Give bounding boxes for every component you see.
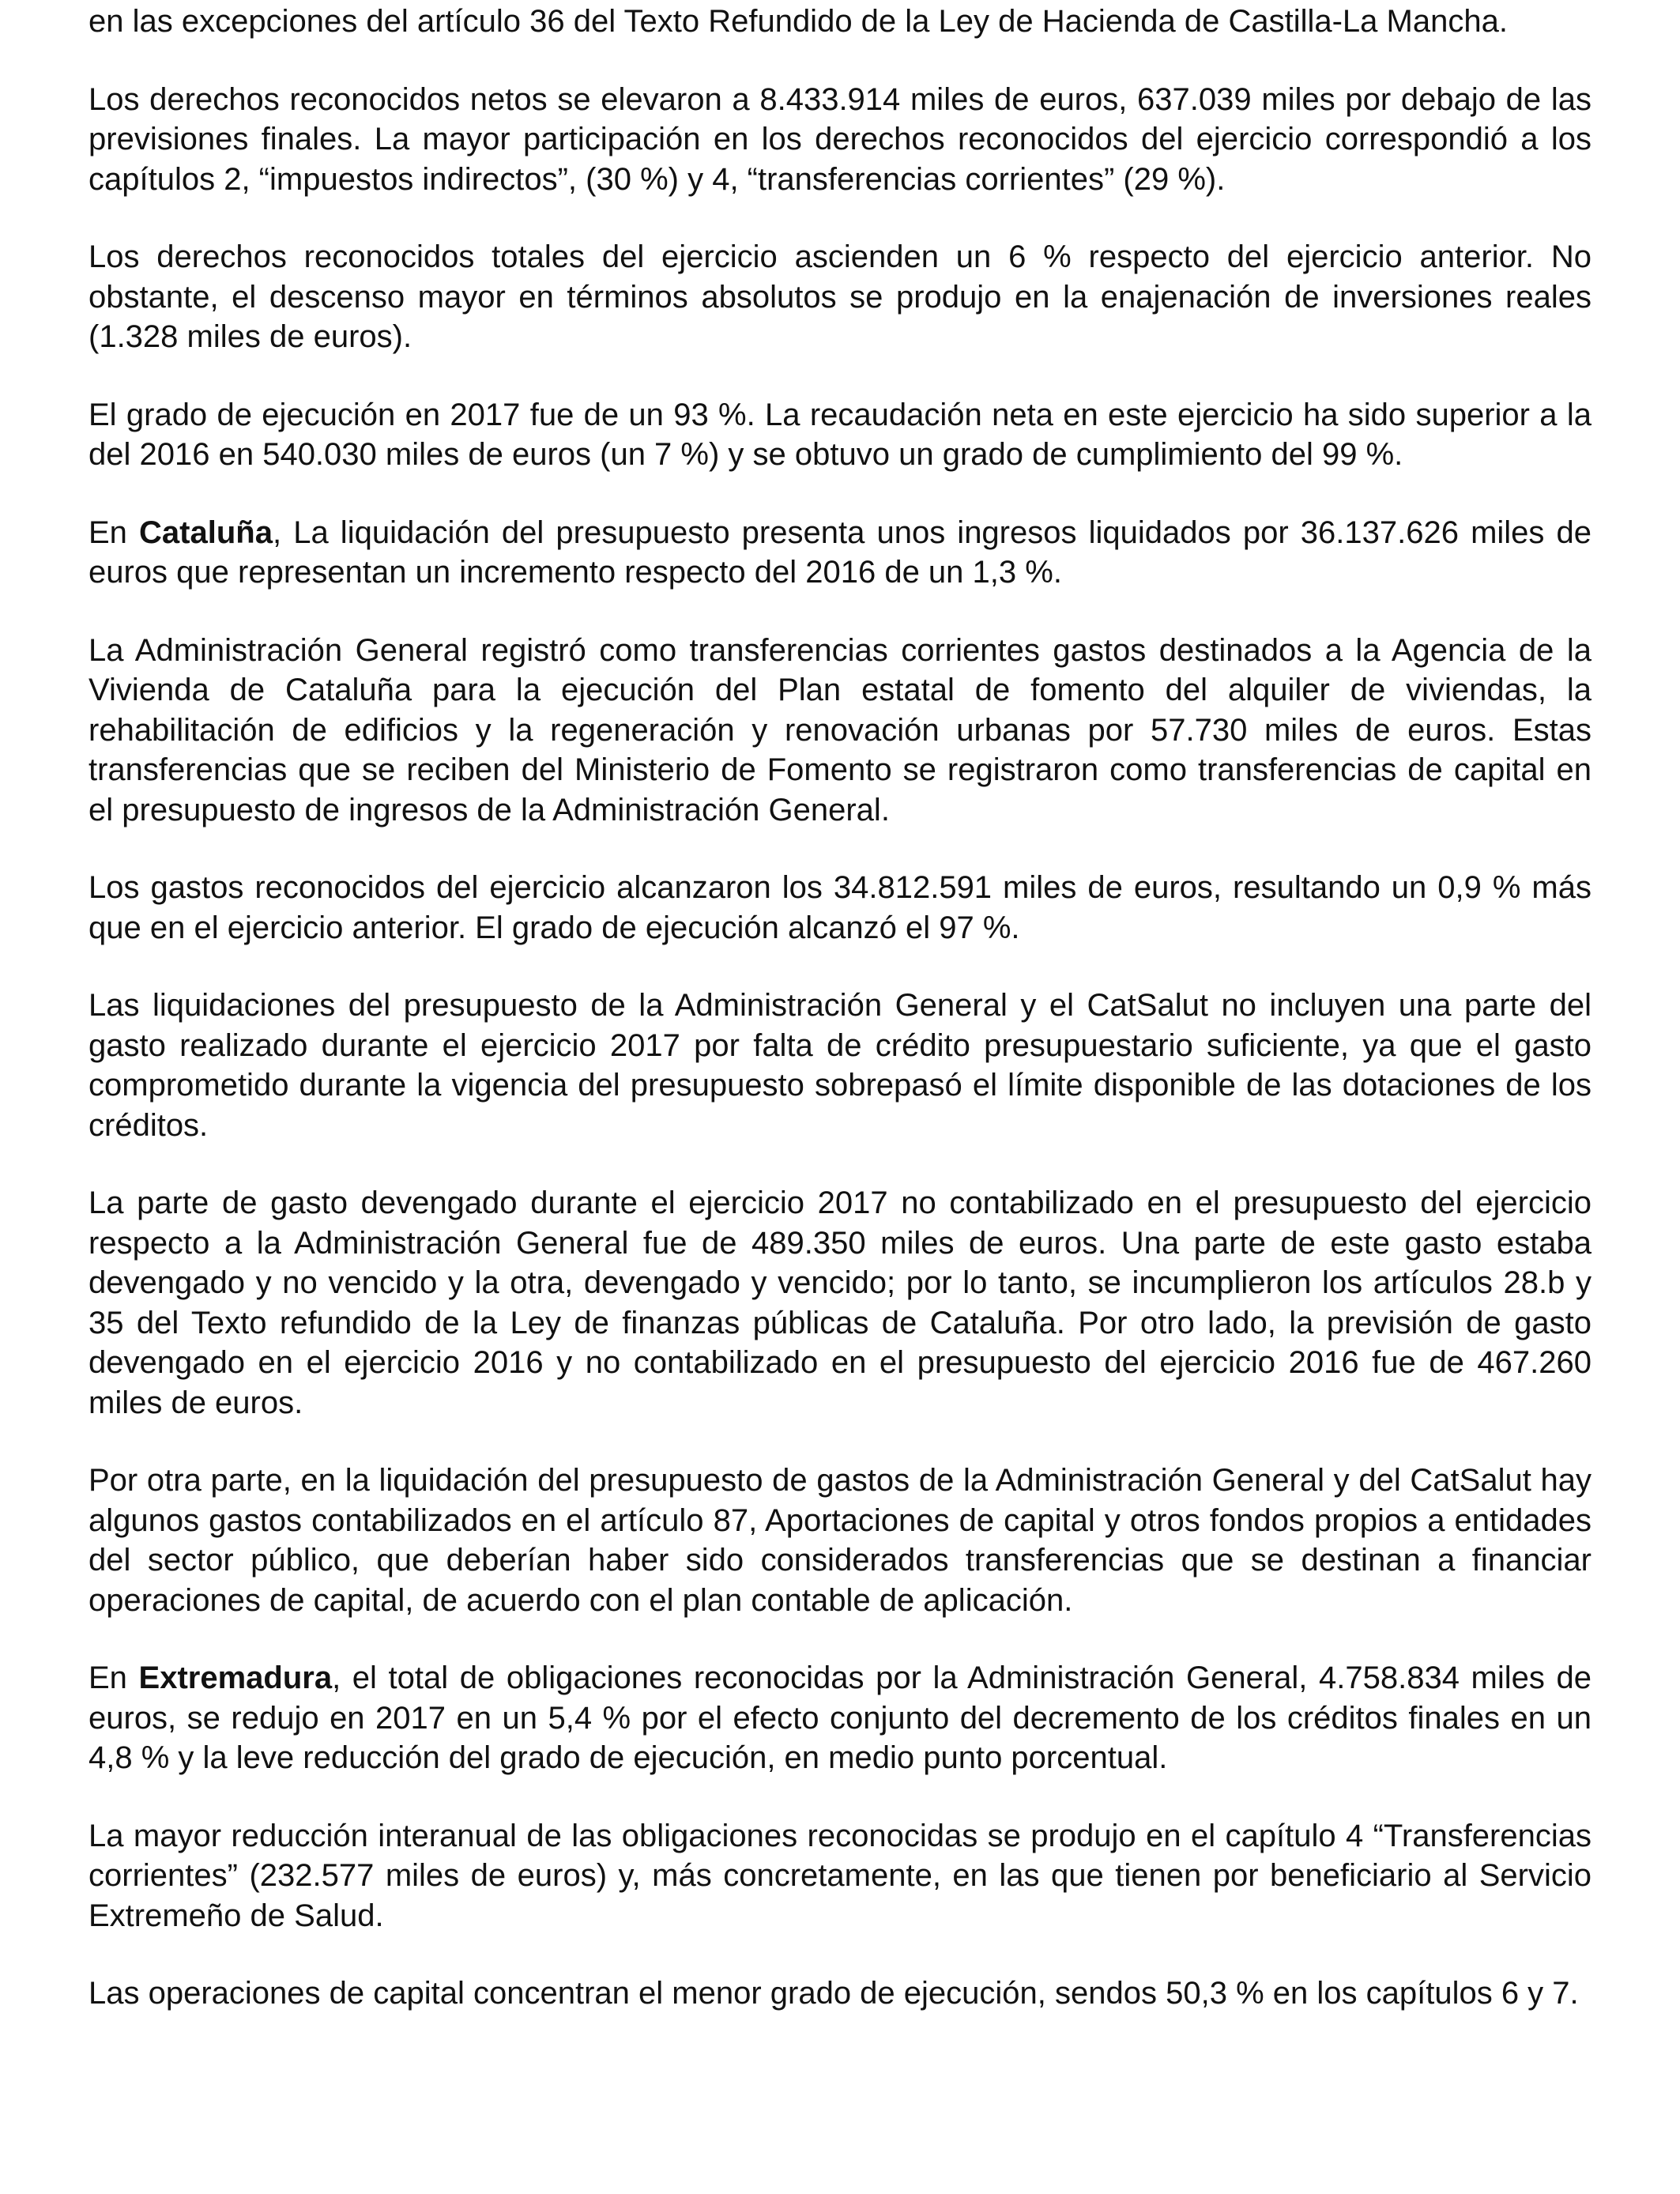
paragraph-cataluna-intro xyxy=(89,513,1591,593)
paragraph-text: Los derechos reconocidos totales del ejercicio ascienden un 6 % respecto del ejercicio anterior. No obstante, el descenso mayor en términos absolutos se produjo en la enajenación de inversiones reales (1.328 miles de euros). xyxy=(89,239,1591,354)
paragraph-articulo-87 xyxy=(89,1461,1591,1620)
paragraph-derechos-netos xyxy=(89,80,1591,200)
paragraph-gastos-reconocidos xyxy=(89,868,1591,948)
paragraph-catsalut-liquidaciones xyxy=(89,986,1591,1145)
region-name-cataluna: Cataluña xyxy=(139,515,273,550)
document-page xyxy=(89,2,1591,2014)
paragraph-lead: En xyxy=(89,1661,139,1695)
region-name-extremadura: Extremadura xyxy=(138,1661,333,1695)
paragraph-text: La Administración General registró como transferencias corrientes gastos destinados a la Agencia de la Vivienda de Cataluña para la ejecución del Plan estatal de fomento del alquiler de viviendas, la rehabilitación de edificios y la regeneración y renovación urbanas por 57.730 miles de euros. Estas transferencias que se reciben del Ministerio de Fomento se registraron como transferencias de capital en el presupuesto de ingresos de la Administración General. xyxy=(89,632,1591,827)
paragraph-derechos-totales xyxy=(89,237,1591,357)
paragraph-text: , el total de obligaciones reconocidas por la Administración General, 4.758.834 miles de euros, se redujo en 2017 en un 5,4 % por el efecto conjunto del decremento de los créditos finales en un 4,8 % y la leve reducción del grado de ejecución, en medio punto porcentual. xyxy=(89,1661,1591,1775)
paragraph-text: en las excepciones del artículo 36 del Texto Refundido de la Ley de Hacienda de Castilla-La Mancha. xyxy=(89,4,1508,39)
paragraph-text: , La liquidación del presupuesto presenta unos ingresos liquidados por 36.137.626 miles de euros que representan un incremento respecto del 2016 de un 1,3 %. xyxy=(89,515,1592,590)
paragraph-grado-ejecucion xyxy=(89,395,1591,475)
paragraph-text: La parte de gasto devengado durante el ejercicio 2017 no contabilizado en el presupuesto del ejercicio respecto a la Administración General fue de 489.350 miles de euros. Una parte de este gasto estaba devengado y no vencido y la otra, devengado y vencido; por lo tanto, se incumplieron los artículos 28.b y 35 del Texto refundido de la Ley de finanzas públicas de Cataluña. Por otro lado, la previsión de gasto devengado en el ejercicio 2016 y no contabilizado en el presupuesto del ejercicio 2016 fue de 467.260 miles de euros. xyxy=(89,1186,1591,1420)
paragraph-lead: En xyxy=(89,515,140,550)
paragraph-text: Los derechos reconocidos netos se elevaron a 8.433.914 miles de euros, 637.039 miles por debajo de las previsiones finales. La mayor participación en los derechos reconocidos del ejercicio correspondió a los capítulos 2, “impuestos indirectos”, (30 %) y 4, “transferencias corrientes” (29 %). xyxy=(89,81,1591,197)
paragraph-gasto-devengado xyxy=(89,1183,1591,1423)
paragraph-text: Por otra parte, en la liquidación del presupuesto de gastos de la Administración General y del CatSalut hay algunos gastos contabilizados en el artículo 87, Aportaciones de capital y otros fondos propios a entidades del sector público, que deberían haber sido considerados transferencias que se destinan a financiar operaciones de capital, de acuerdo con el plan contable de aplicación. xyxy=(89,1463,1591,1618)
paragraph-castilla-la-mancha-exceptions xyxy=(89,2,1591,42)
paragraph-reduccion-interanual xyxy=(89,1816,1591,1936)
paragraph-extremadura-intro xyxy=(89,1658,1591,1778)
paragraph-operaciones-capital xyxy=(89,1973,1591,2014)
paragraph-text: El grado de ejecución en 2017 fue de un 93 %. La recaudación neta en este ejercicio ha sido superior a la del 2016 en 540.030 miles de euros (un 7 %) y se obtuvo un grado de cumplimiento del 99 %. xyxy=(89,397,1591,472)
paragraph-text: Los gastos reconocidos del ejercicio alcanzaron los 34.812.591 miles de euros, resultando un 0,9 % más que en el ejercicio anterior. El grado de ejecución alcanzó el 97 %. xyxy=(89,870,1591,945)
paragraph-text: Las liquidaciones del presupuesto de la Administración General y el CatSalut no incluyen una parte del gasto realizado durante el ejercicio 2017 por falta de crédito presupuestario suficiente, ya que el gasto comprometido durante la vigencia del presupuesto sobrepasó el límite disponible de las dotaciones de los créditos. xyxy=(89,988,1591,1143)
paragraph-text: Las operaciones de capital concentran el menor grado de ejecución, sendos 50,3 % en los capítulos 6 y 7. xyxy=(89,1976,1579,2011)
paragraph-agencia-vivienda xyxy=(89,631,1591,831)
paragraph-text: La mayor reducción interanual de las obligaciones reconocidas se produjo en el capítulo 4 “Transferencias corrientes” (232.577 miles de euros) y, más concretamente, en las que tienen por beneficiario al Servicio Extremeño de Salud. xyxy=(89,1818,1591,1933)
